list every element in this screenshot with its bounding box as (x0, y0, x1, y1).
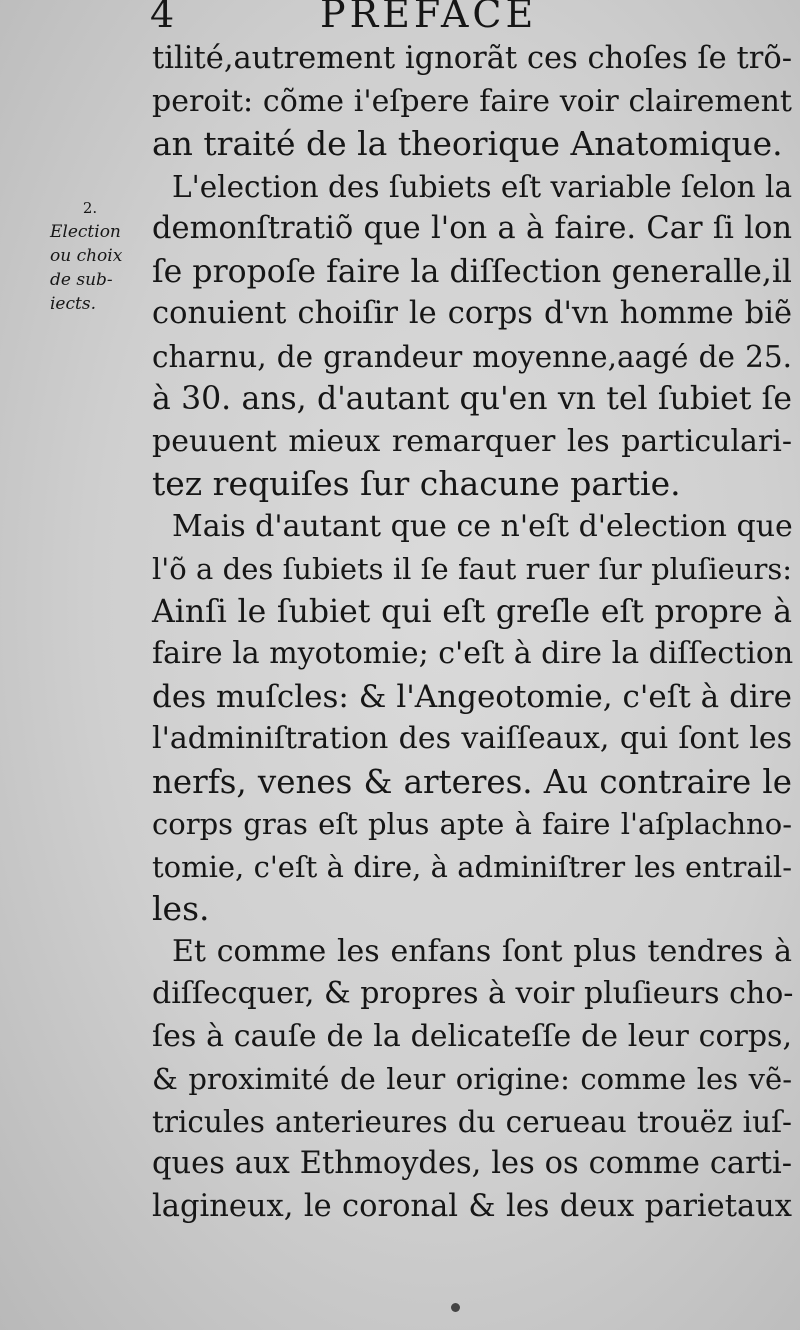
text-line: & proximité de leur origine: comme les vẽ- (152, 1062, 792, 1096)
text-line: Et comme les enfans ſont plus tendres à (172, 933, 792, 969)
marginal-note-line: Election (50, 222, 121, 242)
text-line: peroit: cõme i'eſpere faire voir clairement (152, 83, 792, 119)
text-line: Ainſi le ſubiet qui eſt greſle eſt propre à (152, 593, 792, 630)
ink-dot-ornament (451, 1303, 460, 1312)
text-line: Mais d'autant que ce n'eſt d'election que (172, 508, 793, 544)
text-line: L'election des ſubiets eſt variable ſelon la (172, 169, 793, 204)
page-number: 4 (150, 0, 175, 36)
marginal-note-line: iects. (50, 294, 96, 314)
text-line: à 30. ans, d'autant qu'en vn tel ſubiet ſe (152, 381, 792, 417)
text-line: demonſtratiõ que l'on a à faire. Car ſi lon (152, 211, 792, 246)
text-line: faire la myotomie; c'eſt à dire la diſſection (152, 636, 794, 671)
marginal-note-line: ou choix (50, 246, 123, 266)
text-line: ques aux Ethmoydes, les os comme carti- (152, 1146, 792, 1181)
text-line: les. (152, 889, 210, 928)
marginal-note-line: de sub- (50, 270, 113, 290)
text-line: charnu, de grandeur moyenne,aagé de 25. (152, 339, 792, 374)
running-title: PREFACE (320, 0, 538, 36)
text-line: tez requiſes ſur chacune partie. (152, 464, 681, 503)
marginal-note (50, 196, 148, 316)
text-line: des muſcles: & l'Angeotomie, c'eſt à dire (152, 678, 792, 715)
text-line: peuuent mieux remarquer les particulari- (152, 423, 792, 459)
text-line: ſe propoſe faire la diſſection generalle,il (152, 253, 792, 290)
text-line: diſſecquer, & propres à voir pluſieurs cho- (152, 976, 794, 1011)
text-line: tilité,autrement ignorãt ces choſes ſe trõ- (152, 41, 792, 76)
text-line: corps gras eſt plus apte à faire l'aſplachno- (152, 807, 792, 841)
body-text (152, 38, 792, 1228)
text-line: conuient choiſir le corps d'vn homme biẽ (152, 296, 792, 331)
text-line: an traité de la theorique Anatomique. (152, 124, 783, 163)
text-line: l'õ a des ſubiets il ſe faut ruer ſur pluſieurs: (152, 552, 792, 586)
text-line: l'adminiſtration des vaiſſeaux, qui ſont les (152, 721, 792, 756)
text-line: tomie, c'eſt à dire, à adminiſtrer les entrail- (152, 849, 792, 884)
text-line: tricules anterieures du cerueau trouëz iuſ- (152, 1104, 792, 1139)
text-line: ſes à cauſe de la delicateſſe de leur corps, (152, 1018, 792, 1054)
text-line: lagineux, le coronal & les deux parietaux (152, 1188, 792, 1224)
marginal-note-number: 2. (82, 199, 98, 217)
text-line: nerfs, venes & arteres. Au contraire le (152, 762, 792, 801)
